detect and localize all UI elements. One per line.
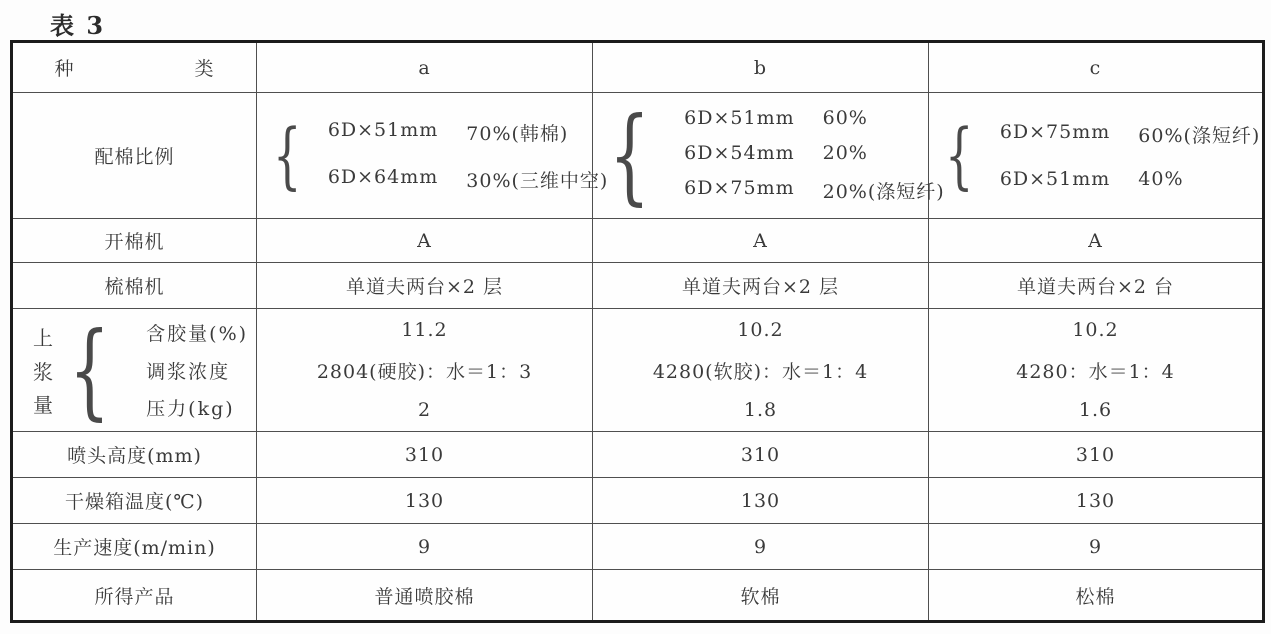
glue-content-a: 11.2 — [401, 319, 448, 341]
paste-concentration-c: 4280：水＝1：4 — [1016, 360, 1175, 383]
blend-ratio-row — [12, 93, 1264, 219]
brace-glyph: { — [273, 112, 303, 197]
blend-line — [1000, 121, 1261, 148]
pressure-a: 2 — [417, 399, 432, 421]
fiber-spec: 6D×51mm — [684, 107, 795, 129]
sizing-values-b — [593, 309, 929, 432]
header-row — [12, 42, 1264, 93]
pressure-c: 1.6 — [1078, 399, 1113, 421]
header-col-b: b — [593, 42, 929, 93]
sizing-char-1: 上 — [33, 326, 54, 350]
header-col-c: c — [929, 42, 1264, 93]
table-caption: 表 3 — [50, 11, 106, 40]
blend-cell-c — [929, 93, 1264, 219]
dryer-temp-row — [12, 478, 1264, 524]
product-label: 所得产品 — [12, 570, 257, 622]
product-a: 普通喷胶棉 — [257, 570, 593, 622]
blend-label: 配棉比例 — [12, 93, 257, 219]
carding-machine-row — [12, 263, 1264, 309]
glue-content-b: 10.2 — [737, 319, 784, 341]
product-c: 松棉 — [929, 570, 1264, 622]
nozzle-height-c: 310 — [929, 432, 1264, 478]
fiber-pct: 40% — [1138, 168, 1184, 190]
blend-cell-a — [257, 93, 609, 219]
production-speed-c: 9 — [929, 524, 1264, 570]
process-table — [10, 40, 1265, 623]
sizing-char-3: 量 — [33, 393, 54, 417]
sizing-sublabel-concentration: 调浆浓度 — [146, 360, 231, 383]
glue-content-c: 10.2 — [1072, 319, 1119, 341]
carding-value-b: 单道夫两台×2 层 — [593, 263, 929, 309]
sizing-values-a — [257, 309, 593, 432]
fiber-pct: 20%(涤短纤) — [822, 181, 945, 203]
opening-label: 开棉机 — [12, 219, 257, 263]
fiber-spec: 6D×64mm — [327, 165, 439, 188]
sizing-char-2: 浆 — [33, 359, 54, 384]
blend-cell-b — [593, 93, 945, 219]
opening-value-b: A — [593, 219, 929, 263]
fiber-pct: 70%(韩棉) — [466, 122, 569, 145]
sizing-sublabel-glue: 含胶量(%) — [146, 323, 249, 345]
fiber-spec: 6D×51mm — [327, 118, 439, 141]
blend-line — [684, 107, 945, 129]
fiber-pct: 30%(三维中空) — [466, 169, 609, 192]
sizing-sublabel-pressure: 压力(kg) — [146, 398, 235, 420]
brace-glyph: { — [609, 94, 651, 217]
opening-machine-row — [12, 219, 1264, 263]
blend-line — [328, 166, 609, 193]
brace-glyph: { — [69, 308, 111, 431]
production-speed-label: 生产速度(m/min) — [12, 524, 257, 570]
header-kind-cell — [12, 42, 257, 93]
carding-label: 梳棉机 — [12, 263, 257, 309]
header-col-a: a — [257, 42, 593, 93]
paste-concentration-a: 2804(硬胶)：水＝1：3 — [316, 360, 533, 383]
fiber-spec: 6D×75mm — [999, 121, 1111, 143]
opening-value-a: A — [257, 219, 593, 263]
opening-value-c: A — [929, 219, 1264, 263]
nozzle-height-row — [12, 432, 1264, 478]
nozzle-height-a: 310 — [257, 432, 593, 478]
kind-char-2: 类 — [194, 58, 215, 80]
sizing-amount-row — [12, 309, 1264, 432]
product-row — [12, 570, 1264, 622]
pressure-b: 1.8 — [743, 399, 778, 421]
production-speed-row — [12, 524, 1264, 570]
nozzle-height-label: 喷头高度(mm) — [12, 432, 257, 478]
blend-line — [1000, 168, 1261, 190]
kind-char-1: 种 — [54, 58, 75, 80]
brace-glyph: { — [945, 112, 975, 197]
fiber-spec: 6D×75mm — [684, 177, 795, 199]
dryer-temp-label: 干燥箱温度(℃) — [12, 478, 257, 524]
carding-value-c: 单道夫两台×2 台 — [929, 263, 1264, 309]
fiber-pct: 60%(涤短纤) — [1138, 125, 1261, 147]
dryer-temp-b: 130 — [593, 478, 929, 524]
kind-label — [55, 54, 215, 81]
production-speed-b: 9 — [593, 524, 929, 570]
sizing-group-label — [33, 322, 59, 418]
sizing-label-cell — [12, 309, 257, 432]
fiber-spec: 6D×51mm — [999, 168, 1111, 190]
blend-line — [684, 177, 945, 204]
dryer-temp-c: 130 — [929, 478, 1264, 524]
production-speed-a: 9 — [257, 524, 593, 570]
product-b: 软棉 — [593, 570, 929, 622]
nozzle-height-b: 310 — [593, 432, 929, 478]
fiber-pct: 20% — [822, 142, 868, 164]
blend-line — [328, 119, 609, 146]
blend-line — [684, 142, 945, 164]
sizing-values-c — [929, 309, 1264, 432]
paste-concentration-b: 4280(软胶)：水＝1：4 — [652, 360, 869, 383]
fiber-spec: 6D×54mm — [684, 142, 795, 164]
dryer-temp-a: 130 — [257, 478, 593, 524]
fiber-pct: 60% — [822, 107, 868, 129]
carding-value-a: 单道夫两台×2 层 — [257, 263, 593, 309]
